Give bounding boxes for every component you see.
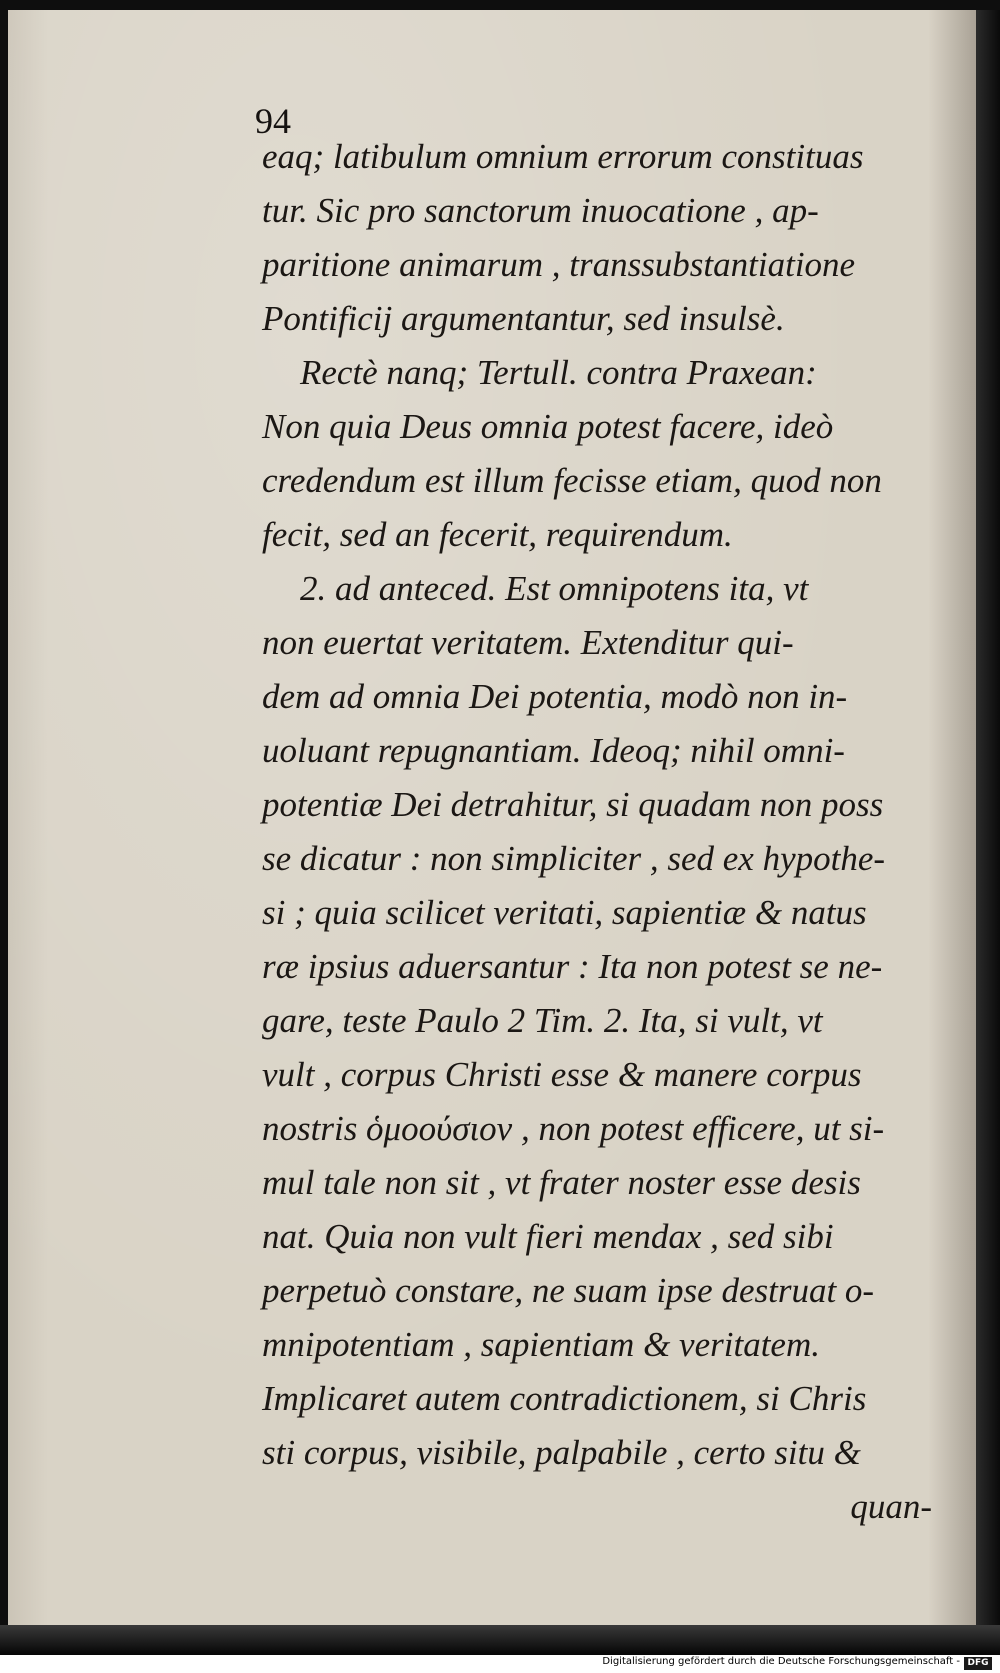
text-line: Pontificij argumentantur, sed insulsè. xyxy=(262,299,785,338)
dfg-logo: DFG xyxy=(964,1657,992,1670)
text-line: se dicatur : non simpliciter , sed ex hypothe- xyxy=(262,839,886,878)
text-line: Non quia Deus omnia potest facere, ideò xyxy=(262,407,834,446)
text-line: dem ad omnia Dei potentia, modò non in- xyxy=(262,677,848,716)
text-line: vult , corpus Christi esse & manere corpus xyxy=(262,1055,862,1094)
page-text xyxy=(262,130,962,1534)
funding-notice: Digitalisierung gefördert durch die Deutsche Forschungsgemeinschaft - xyxy=(602,1656,960,1667)
text-line: nat. Quia non vult fieri mendax , sed sibi xyxy=(262,1217,834,1256)
text-line: sti corpus, visibile, palpabile , certo situ & xyxy=(262,1433,861,1472)
text-line: mul tale non sit , vt frater noster esse desis xyxy=(262,1163,861,1202)
text-line: ræ ipsius aduersantur : Ita non potest se ne- xyxy=(262,947,883,986)
text-line: perpetuò constare, ne suam ipse destruat o- xyxy=(262,1271,875,1310)
text-line: non euertat veritatem. Extenditur qui- xyxy=(262,623,794,662)
text-line: potentiæ Dei detrahitur, si quadam non poss xyxy=(262,785,884,824)
text-line: tur. Sic pro sanctorum inuocatione , ap- xyxy=(262,191,819,230)
text-line: paritione animarum , transsubstantiatione xyxy=(262,245,856,284)
digitization-footer xyxy=(0,1655,1000,1673)
text-line: uoluant repugnantiam. Ideoq; nihil omni- xyxy=(262,731,845,770)
text-line: Rectè nanq; Tertull. contra Praxean: xyxy=(300,353,817,392)
text-line: gare, teste Paulo 2 Tim. 2. Ita, si vult, vt xyxy=(262,1001,823,1040)
text-line: credendum est illum fecisse etiam, quod non xyxy=(262,461,882,500)
text-line: nostris ὁμοούσιον , non potest efficere, ut si- xyxy=(262,1109,885,1148)
book-edge-right xyxy=(976,10,1000,1655)
text-line: eaq; latibulum omnium errorum constituas xyxy=(262,137,864,176)
text-line: mnipotentiam , sapientiam & veritatem. xyxy=(262,1325,820,1364)
text-line: Implicaret autem contradictionem, si Chris xyxy=(262,1379,867,1418)
text-line: 2. ad anteced. Est omnipotens ita, vt xyxy=(300,569,809,608)
text-line: si ; quia scilicet veritati, sapientiæ & natus xyxy=(262,893,867,932)
book-edge-bottom xyxy=(0,1625,1000,1655)
text-line: fecit, sed an fecerit, requirendum. xyxy=(262,515,733,554)
catchword: quan- xyxy=(850,1487,932,1526)
page-number: 94 xyxy=(255,101,291,141)
